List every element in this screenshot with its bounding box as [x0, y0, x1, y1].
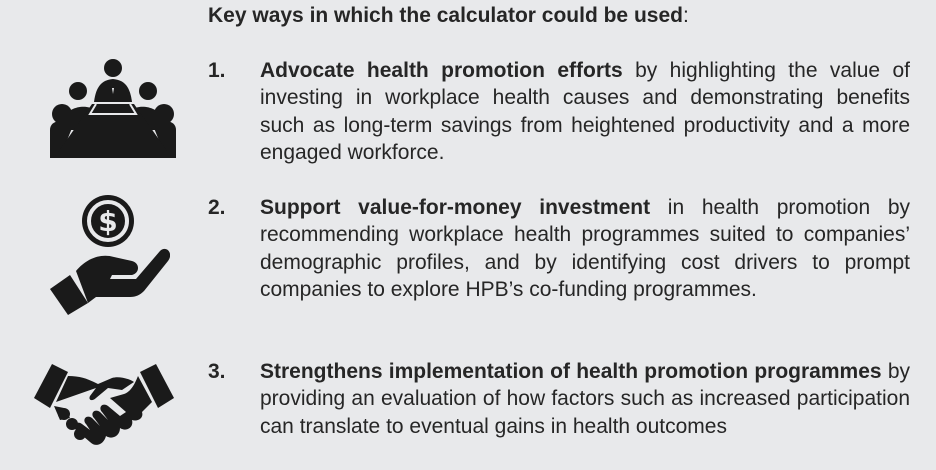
item-body-text: by providing an evaluation of how factors such as increased participation can translate to eventual gains in health outcomes [260, 360, 910, 438]
svg-text:$: $ [98, 205, 118, 238]
item-bold-text: Support value-for-money investment [260, 196, 651, 219]
item-number: 1. [208, 59, 226, 82]
list-item [208, 57, 910, 167]
list-item [208, 194, 910, 304]
section-heading [208, 3, 689, 29]
heading-suffix: : [682, 4, 689, 27]
item-text [260, 194, 910, 304]
item-body-text: by highlighting the value of investing in workplace health causes and demonstrating benefits such as long-term savings from heightened productivity and a more engaged workforce. [260, 59, 910, 165]
item-number: 3. [208, 360, 226, 383]
meeting-table-icon [50, 58, 176, 160]
handshake-icon [34, 362, 174, 450]
hand-dollar-coin-icon [48, 193, 170, 317]
item-body-text: in health promotion by recommending workplace health programmes suited to companies’ demographic profiles, and by identifying cost drivers to prompt companies to explore HPB’s co-funding programmes. [260, 196, 910, 302]
list-item [208, 358, 910, 440]
item-text [260, 57, 910, 167]
item-bold-text: Advocate health promotion efforts [260, 59, 623, 82]
item-bold-text: Strengthens implementation of health promotion programmes [260, 360, 882, 383]
item-number: 2. [208, 196, 226, 219]
heading-bold: Key ways in which the calculator could be used [208, 4, 683, 27]
item-text [260, 358, 910, 440]
